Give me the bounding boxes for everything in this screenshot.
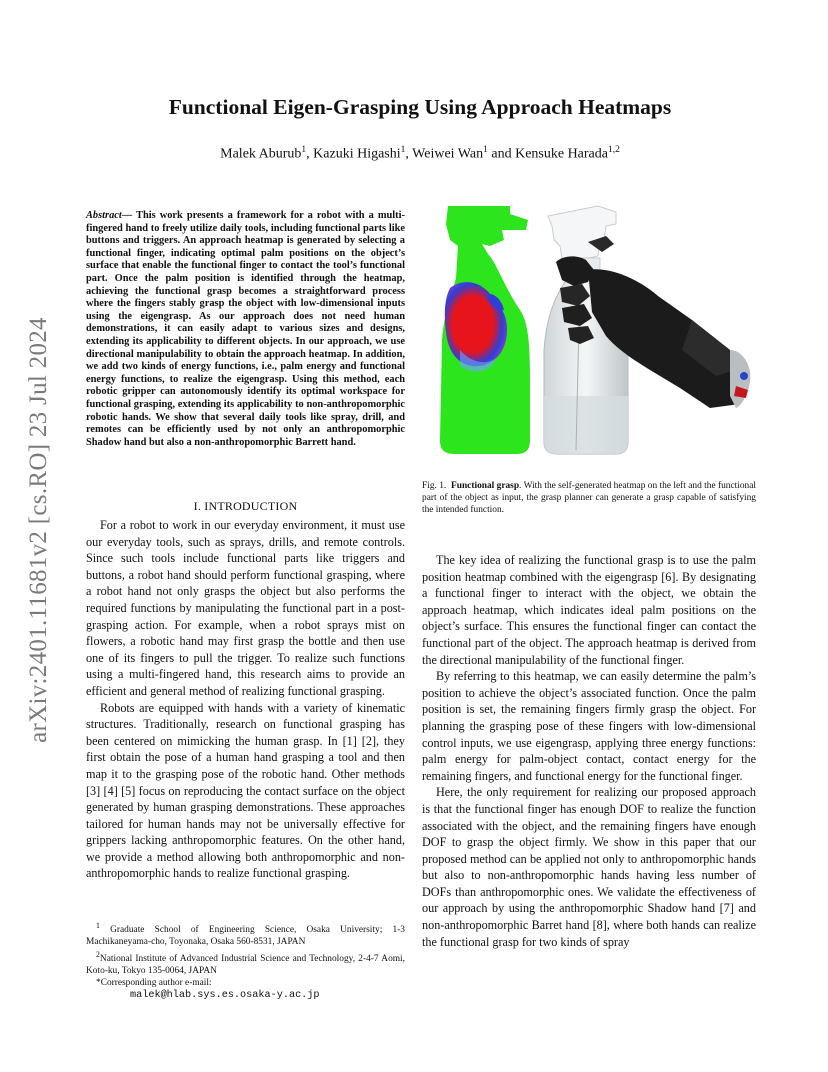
figure-caption-title: Functional grasp — [451, 481, 520, 491]
arxiv-identifier — [24, 295, 54, 765]
paragraph: For a robot to work in our everyday environment, it must use our everyday tools, such as sprays, drills, and remote controls. Since such tools include functional parts like triggers and buttons, a robot hand should perform functional grasping, where a robot hand not only grasps the object but also performs the required functions by manipulating the functional part in a post-grasping action. For example, when a robot sprays mist on flowers, a robotic hand may first grasp the bottle and then use one of its fingers to pull the trigger. To realize such functions using a multi-fingered hand, this research aims to provide an efficient and general method of realizing functional grasping. — [86, 518, 405, 698]
author-affiliation: 1 — [400, 145, 406, 155]
author-list: Malek Aburub$^1$, Kazuki Higashi$^1$, Weiwei Wan$^1$ and Kensuke Harada$^{1,2}$ — [220, 145, 620, 162]
arxiv-identifier-text: arXiv:2401.11681v2 [cs.RO] 23 Jul 2024 — [25, 317, 52, 743]
right-column-body — [422, 552, 756, 950]
figure-1-caption — [422, 480, 756, 517]
author-name: Weiwei Wan — [412, 146, 484, 162]
figure-1 — [430, 200, 758, 458]
author-name: Kensuke Harada — [515, 146, 608, 162]
footnote: $^2$National Institute of Advanced Industrial Science and Technology, 2-4-7 Aomi, Koto-ku, Tokyo 135-0064, JAPAN — [86, 949, 405, 976]
figure-caption-text: . With the self-generated heatmap on the left and the functional part of the object as input, the grasp planner can generate a grasp capable of satisfying the intended function. — [422, 481, 756, 516]
abstract-lead: Abstract — [86, 210, 122, 221]
heatmap-bottle — [440, 206, 530, 454]
email-address: malek@hlab.sys.es.osaka-y.ac.jp — [130, 990, 320, 1002]
footnotes — [86, 920, 405, 1002]
author-affiliation: 1,2 — [607, 145, 620, 155]
paper-title: Functional Eigen-Grasping Using Approach Heatmaps — [168, 95, 672, 119]
footnote: *Corresponding author e-mail: — [96, 978, 212, 989]
paragraph: The key idea of realizing the functional grasp is to use the palm position heatmap combined with the eigengrasp [6]. By designating a functional finger to interact with the object, we obtain the approach heatmap, which indicates ideal palm positions on the object’s surface. This ensures the functional finger can contact the functional part of the object. The approach heatmap is derived from the directional manipulability of the functional finger. — [422, 553, 756, 667]
author-name: Kazuki Higashi — [313, 146, 401, 162]
paragraph: Here, the only requirement for realizing our proposed approach is that the functional finger has enough DOF to realize the function associated with the object, and the remaining fingers have enough DOF to grasp the object firmly. We show in this paper that our proposed method can be applied not only to anthropomorphic hands but also to non-anthropomorphic hands having less number of DOFs than anthropomorphic ones. We validate the effectiveness of our approach by using the anthropomorphic Shadow hand [7] and non-anthropomorphic Barret hand [8], where both hands can realize the functional grasp for two kinds of spray — [422, 785, 756, 949]
section-heading-introduction: I. INTRODUCTION — [193, 499, 298, 513]
author-affiliation: 1 — [483, 145, 488, 155]
left-column-body — [86, 517, 405, 882]
footnote: $^1$ Graduate School of Engineering Science, Osaka University; 1-3 Machikaneyama-cho, Toyonaka, Osaka 560-8531, JAPAN — [86, 921, 405, 948]
author-name: Malek Aburub — [220, 146, 302, 162]
paragraph: By referring to this heatmap, we can easily determine the palm’s position to achieve the object’s associated function. Once the palm position is set, the remaining fingers firmly grasp the object. For planning the grasping pose of these fingers with low-dimensional control inputs, we use eigengrasp, applying three energy functions: palm energy for palm-object contact, contact energy for the remaining fingers, and functional energy for the functional finger. — [422, 669, 756, 783]
abstract — [86, 210, 405, 449]
paragraph: Robots are equipped with hands with a variety of kinematic structures. Traditionally, research on functional grasping has been centered on mimicking the human grasp. In [1] [2], they first obtain the pose of a human hand grasping a tool and then map it to the grasping pose of the robotic hand. Other methods [3] [4] [5] focus on reproducing the contact surface on the object generated by human grasping demonstrations. These approaches tailored for human hands may not be universally effective for grippers lacking anthropomorphic features. On the other hand, we provide a method allowing both anthropomorphic and non-anthropomorphic hands to realize functional grasping. — [86, 700, 405, 881]
abstract-text: — This work presents a framework for a robot with a multi-fingered hand to freely utilize daily tools, including functional parts like buttons and triggers. An approach heatmap is generated by selecting a functional finger, indicating optimal palm positions on the object’s surface that enable the functional finger to contact the tool’s functional part. Once the palm position is identified through the heatmap, achieving the functional grasp becomes a straightforward process where the fingers stably grasp the object with low-dimensional inputs using the eigengrasp. As our approach does not need human demonstrations, it can easily adapt to various sizes and designs, extending its applicability to different objects. In our approach, we use directional manipulability to obtain the approach heatmap. In addition, we add two kinds of energy functions, i.e., palm energy and functional energy functions, to realize the eigengrasp. Using this method, each robotic gripper can autonomously identify its optimal workspace for functional grasping, extending its applicability to non-anthropomorphic robotic hands. We show that several daily tools like spray, drill, and remotes can be efficiently used by not only an anthropomorphic Shadow hand but also a non-anthropomorphic Barrett hand. — [86, 210, 405, 448]
author-affiliation: 1 — [301, 145, 307, 155]
figure-label: Fig. 1. — [422, 481, 447, 491]
figure-1-image — [430, 200, 758, 458]
